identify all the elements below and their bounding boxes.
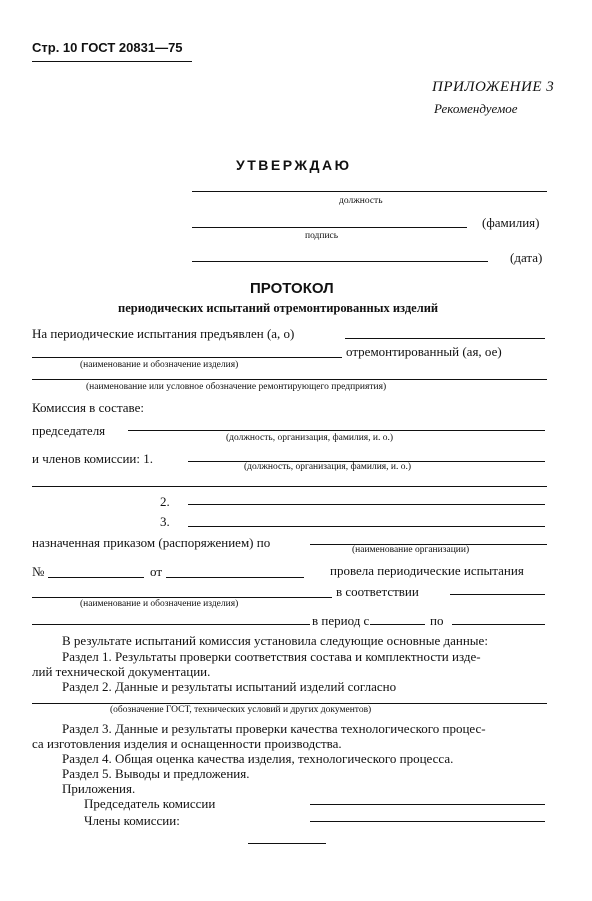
member3-blank xyxy=(188,526,545,527)
protocol-title: ПРОТОКОЛ xyxy=(250,280,334,297)
member2-blank xyxy=(188,504,545,505)
header-rule xyxy=(32,61,192,62)
protocol-subtitle: периодических испытаний отремонтированных изделий xyxy=(118,301,439,315)
section4-line: Раздел 4. Общая оценка качества изделия, технологического процесса. xyxy=(62,751,454,766)
member2-number: 2. xyxy=(160,494,170,509)
chairman-caption: (должность, организация, фамилия, и. о.) xyxy=(226,433,394,443)
member1-continued-blank xyxy=(32,486,547,487)
members-signature-line xyxy=(310,821,545,822)
section5-line: Раздел 5. Выводы и предложения. xyxy=(62,766,250,781)
closing-rule xyxy=(248,843,326,844)
repaired-label: отремонтированный (ая, ое) xyxy=(346,344,502,359)
date-line xyxy=(192,261,488,262)
approval-title: УТВЕРЖДАЮ xyxy=(236,157,352,173)
organization-caption: (наименование организации) xyxy=(352,545,470,555)
order-date-blank xyxy=(166,577,304,578)
presented-blank xyxy=(345,338,545,339)
section3-line2: са изготовления изделия и оснащенности производства. xyxy=(32,736,342,751)
documents-caption: (обозначение ГОСТ, технических условий и других документов) xyxy=(110,705,372,715)
commission-label: Комиссия в составе: xyxy=(32,400,144,415)
number-sign: № xyxy=(32,564,45,579)
chairman-signature-line xyxy=(310,804,545,805)
chairman-signature-label: Председатель комиссии xyxy=(84,796,216,811)
section1-line2: лий технической документации. xyxy=(32,664,211,679)
order-number-blank xyxy=(48,577,144,578)
position-caption: должность xyxy=(339,196,383,206)
period-to-label: по xyxy=(430,613,444,628)
page-reference: Стр. 10 ГОСТ 20831—75 xyxy=(32,40,183,55)
period-to-blank xyxy=(452,624,545,625)
members-label: и членов комиссии: 1. xyxy=(32,451,154,466)
enterprise-caption: (наименование или условное обозначение ремонтирующего предприятия) xyxy=(86,382,387,392)
date-label: (дата) xyxy=(510,250,543,265)
item2-blank xyxy=(32,597,332,598)
members-signature-label: Члены комиссии: xyxy=(84,813,180,828)
presented-line: На периодические испытания предъявлен (а, о) xyxy=(32,326,295,341)
period-from-label: в период с xyxy=(312,613,370,628)
section1-line1: Раздел 1. Результаты проверки соответствия состава и комплектности изде- xyxy=(62,649,481,664)
member3-number: 3. xyxy=(160,514,170,529)
chairman-blank xyxy=(128,430,545,431)
section3-line1: Раздел 3. Данные и результаты проверки качества технологического процес- xyxy=(62,721,486,736)
member1-caption: (должность, организация, фамилия, и. о.) xyxy=(244,462,412,472)
from-label: от xyxy=(150,564,163,579)
accordance-label: в соответствии xyxy=(336,584,419,599)
conducted-label: провела периодические испытания xyxy=(330,563,524,578)
period-from-blank xyxy=(370,624,425,625)
appendix-title: ПРИЛОЖЕНИЕ 3 xyxy=(432,79,555,95)
signature-caption: подпись xyxy=(305,231,339,241)
results-intro: В результате испытаний комиссия установила следующие основные данные: xyxy=(62,633,488,648)
item-blank xyxy=(32,357,342,358)
attachments-label: Приложения. xyxy=(62,781,136,796)
appendix-subtitle: Рекомендуемое xyxy=(434,101,518,116)
item-caption: (наименование и обозначение изделия) xyxy=(80,360,239,370)
surname-label: (фамилия) xyxy=(482,215,540,230)
enterprise-blank xyxy=(32,379,547,380)
accordance-blank xyxy=(450,594,545,595)
position-line xyxy=(192,191,547,192)
section2-line: Раздел 2. Данные и результаты испытаний изделий согласно xyxy=(62,679,397,694)
surname-line xyxy=(192,227,467,228)
item2-caption: (наименование и обозначение изделия) xyxy=(80,599,239,609)
appointed-label: назначенная приказом (распоряжением) по xyxy=(32,535,271,550)
period-pre-blank xyxy=(32,624,310,625)
documents-blank xyxy=(32,703,547,704)
chairman-label: председателя xyxy=(32,423,106,438)
